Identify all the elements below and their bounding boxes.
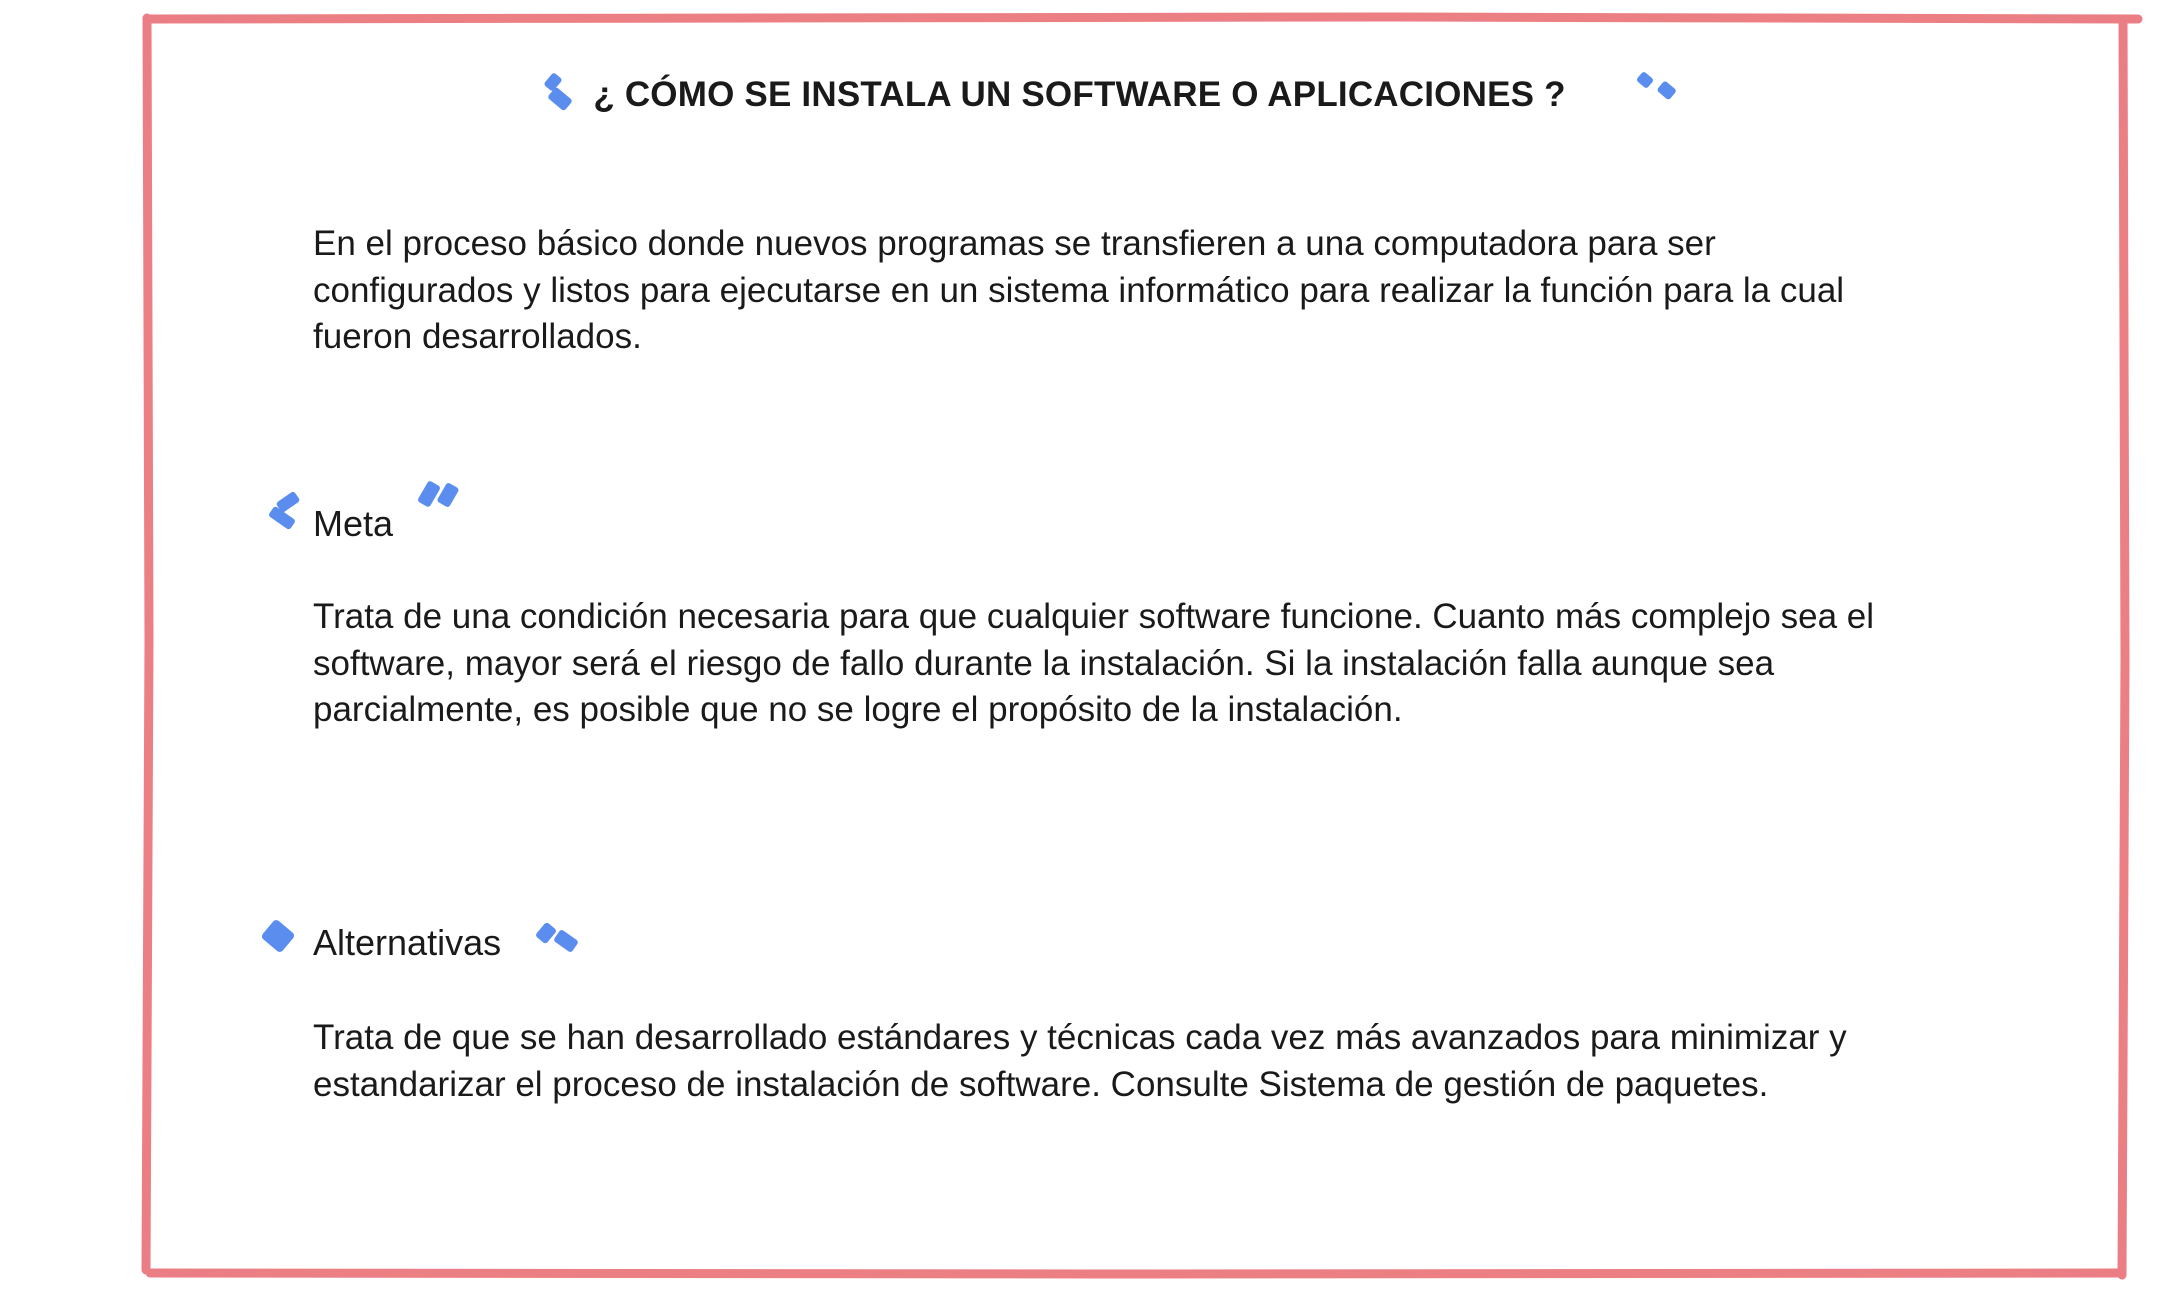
section-body-meta: Trata de una condición necesaria para que cualquier software funcione. Cuanto más complejo sea el software, mayor será el riesgo de fallo durante la instalación. Si la instalación falla aunque sea parcialmente, es posible que no se logre el propósito de la instalación. bbox=[313, 597, 1875, 729]
page-title: ¿ CÓMO SE INSTALA UN SOFTWARE O APLICACIONES ? bbox=[593, 75, 1566, 114]
quote-mark-icon bbox=[257, 918, 303, 962]
section-heading-alternativas: Alternativas bbox=[313, 922, 502, 963]
section-body-alternativas: Trata de que se han desarrollado estándares y técnicas cada vez más avanzados para minimizar y estandarizar el proceso de instalación de software. Consulte Sistema de gestión de paquetes. bbox=[313, 1018, 1847, 1104]
intro-paragraph: En el proceso básico donde nuevos programas se transfieren a una computadora para ser configurados y listos para ejecutarse en un sistema informático para realizar la función para la cual fueron desarrollados. bbox=[313, 224, 1845, 356]
quote-mark-icon bbox=[533, 918, 585, 962]
quote-mark-icon bbox=[263, 492, 313, 540]
section-heading-meta: Meta bbox=[313, 503, 394, 544]
quote-mark-icon bbox=[415, 476, 467, 518]
